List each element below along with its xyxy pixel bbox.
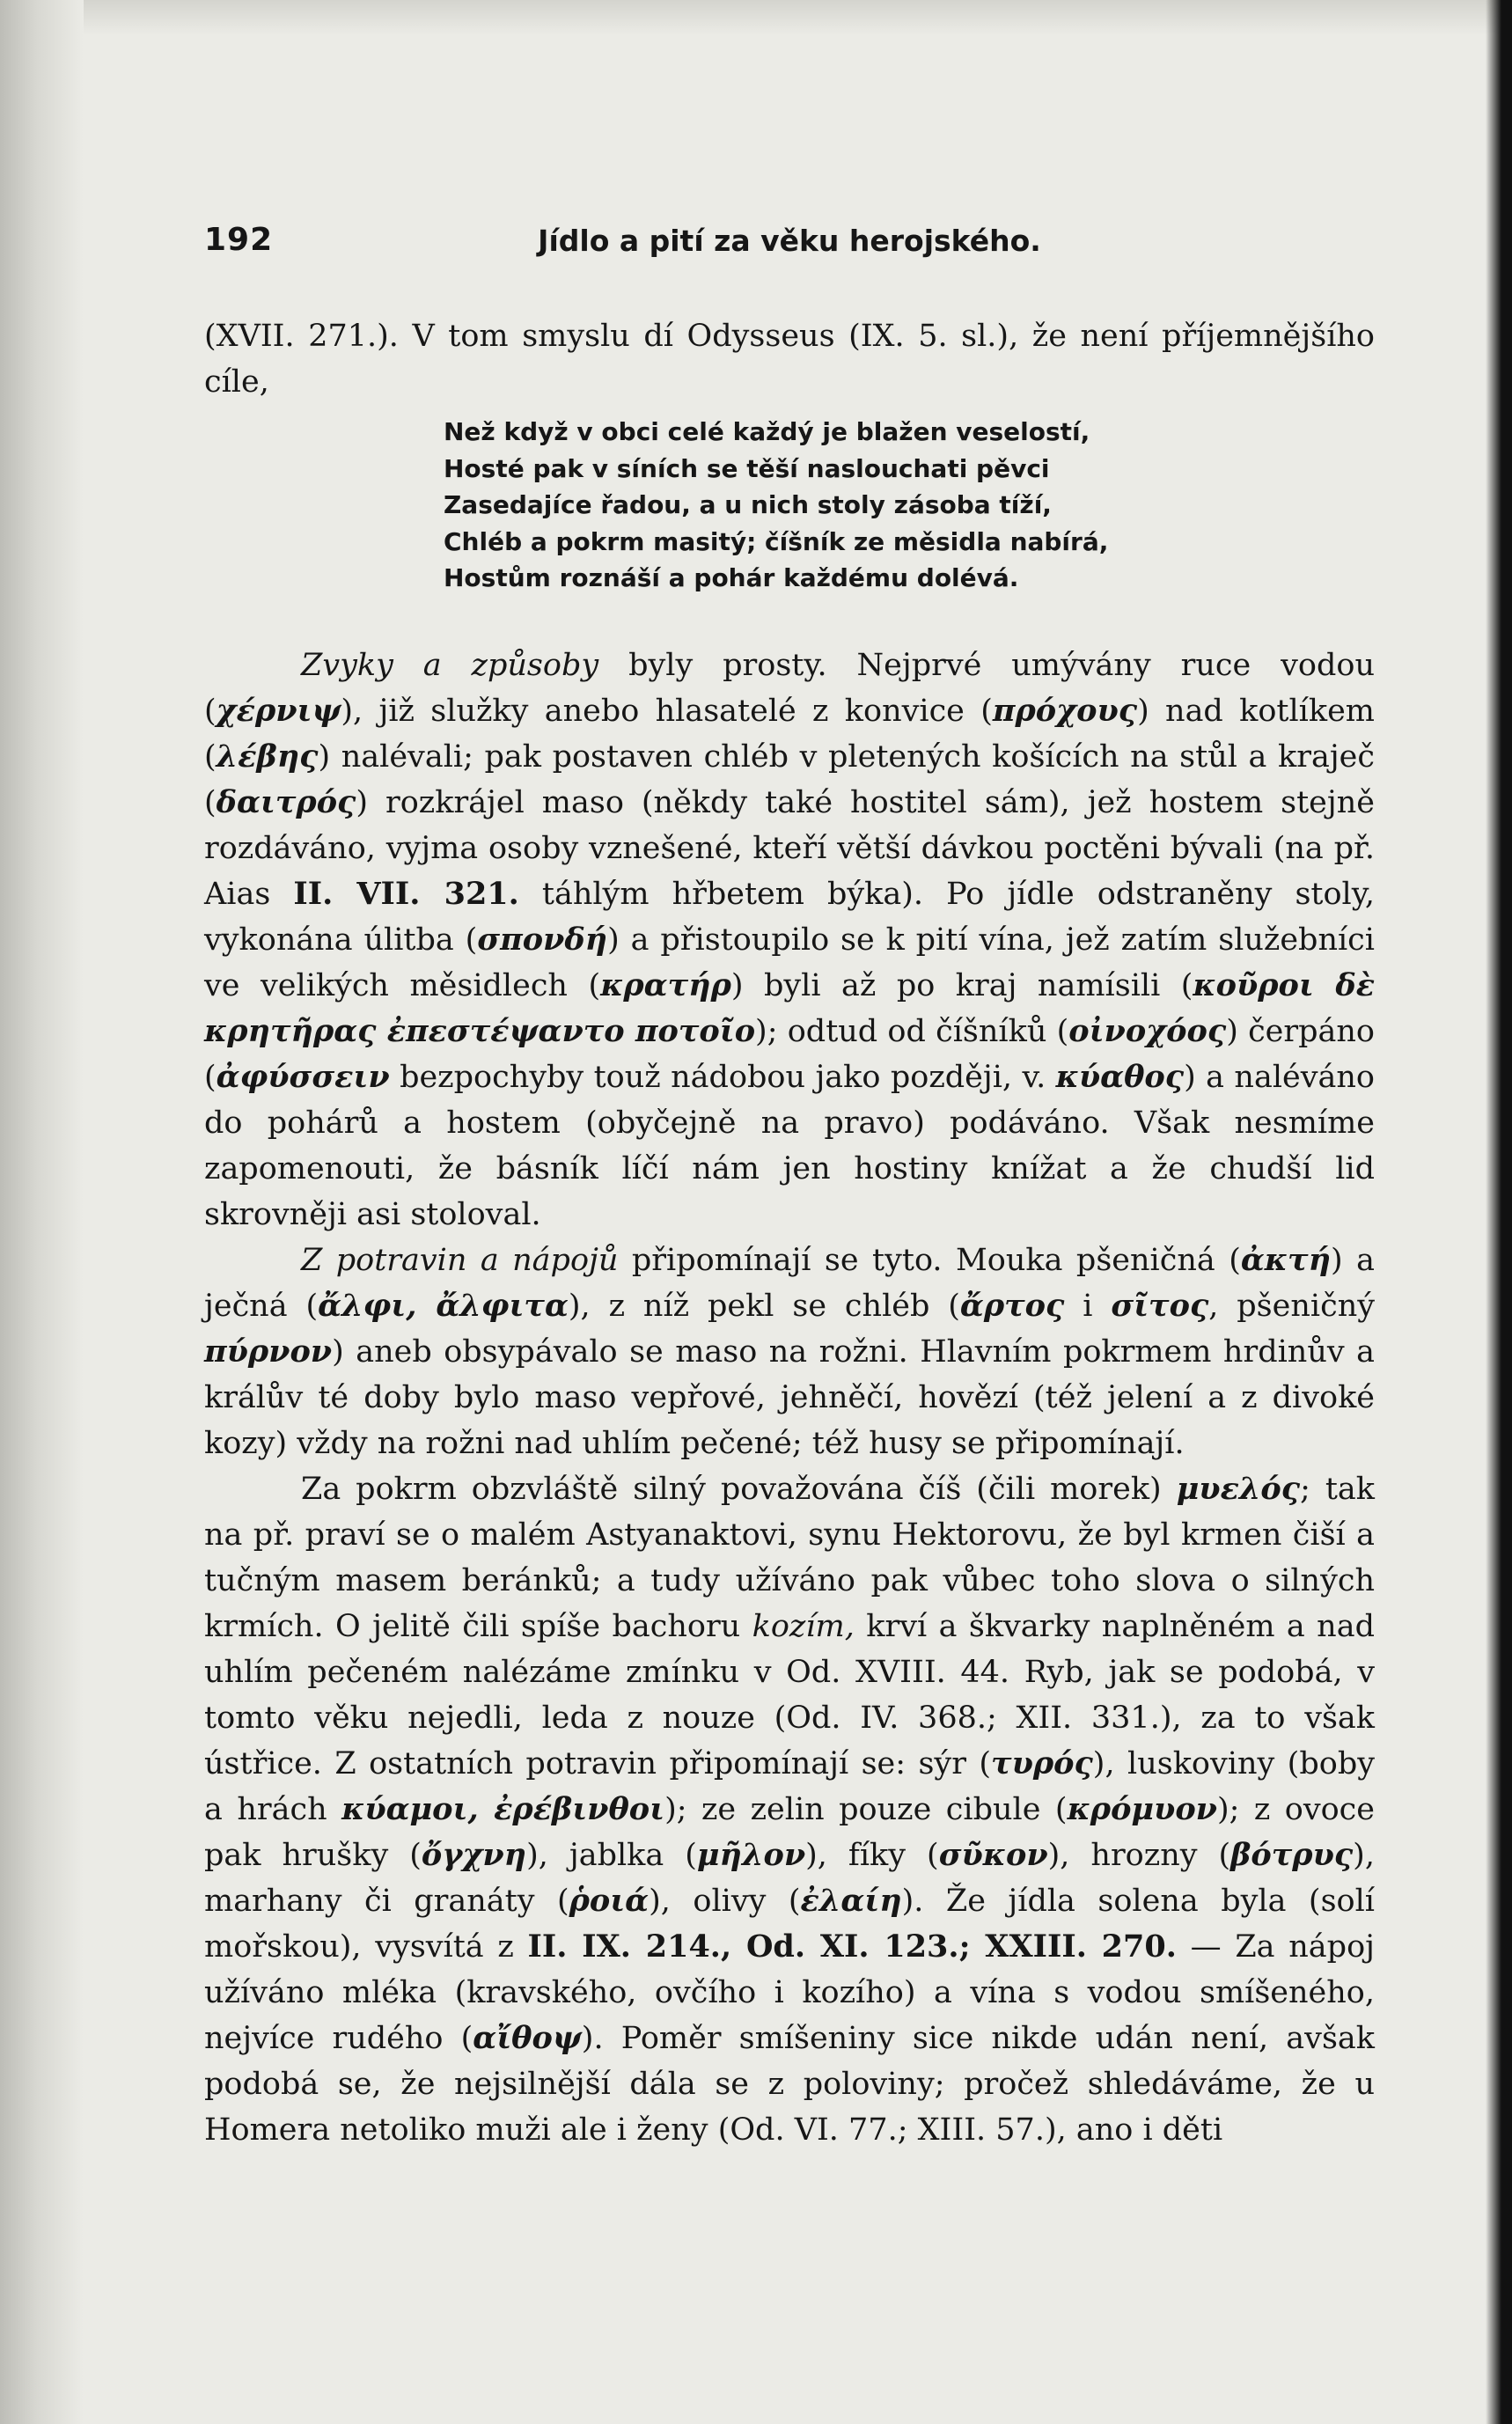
greek-term: κύαθος <box>1055 1059 1185 1095</box>
greek-term: κρόμυον <box>1067 1791 1217 1827</box>
greek-term: πρόχους <box>992 693 1138 729</box>
poem-line: Zasedajíce řadou, a u nich stoly zásoba tíží, <box>444 490 1052 519</box>
greek-term: μυελός <box>1176 1471 1301 1507</box>
scan-shadow-top <box>0 0 1512 35</box>
running-title: Jídlo a pití za věku herojského. <box>538 224 1041 258</box>
poem-line: Hosté pak v síních se těší naslouchati pěvci <box>444 453 1050 483</box>
page-number: 192 <box>204 222 274 258</box>
greek-term: σῖτος <box>1111 1288 1209 1324</box>
greek-term: λέβης <box>216 738 319 775</box>
greek-term: ἀκτή <box>1240 1242 1332 1278</box>
poem-line: Než když v obci celé každý je blažen veselostí, <box>444 417 1090 446</box>
section-heading-foods: Z potravin a nápojů <box>301 1243 619 1278</box>
poem-quote <box>444 414 1332 597</box>
section-heading-customs: Zvyky a způsoby <box>301 648 599 683</box>
citation: II. VII. 321. <box>293 876 519 912</box>
greek-term: ῥοιά <box>569 1883 650 1919</box>
greek-term: ὄγχνη <box>421 1837 527 1873</box>
greek-term: βότρυς <box>1230 1837 1354 1873</box>
greek-term: αἴθοψ <box>473 2020 582 2056</box>
greek-quote: κοῦροι δὲ κρητῆρας ἐπεστέψαντο ποτοῖο <box>204 967 1376 1049</box>
main-text <box>204 643 1375 2153</box>
greek-term: δαιτρός <box>216 784 356 820</box>
greek-term: πύρνον <box>204 1333 333 1370</box>
greek-term: χέρνιψ <box>216 693 341 729</box>
poem-line: Chléb a pokrm masitý; číšník ze měsidla nabírá, <box>444 526 1109 556</box>
paragraph-customs: Zvyky a způsoby byly prosty. Nejprvé umývány ruce vodou (χέρνιψ), již služky anebo hlasatelé z konvice (πρόχους) nad kotlíkem (λέβης) nalévali; pak postaven chléb v pletených košících na stůl a kraječ (δαιτρός) rozkrájel maso (někdy také hostitel sám), jež hostem stejně rozdáváno, vyjma osoby vznešené, kteří větší dávkou poctěni bývali (na př. Aias II. VII. 321. táhlým hřbetem býka). Po jídle odstraněny stoly, vykonána úlitba (σπονδή) a přistoupilo se k pití vína, jež zatím služebníci ve velikých měsidlech (κρατήρ) byli až po kraj namísili (κοῦροι δὲ κρητῆρας ἐπεστέψαντο ποτοῖο); odtud od číšníků (οἰνοχόος) čerpáno (ἀφύσσειν bezpochyby touž nádobou jako později, v. κύαθος) a naléváno do pohárů a hostem (obyčejně na pravo) podáváno. Však nesmíme zapomenouti, že básník líčí nám jen hostiny knížat a že chudší lid skrovněji asi stoloval. <box>204 648 1376 1232</box>
greek-term: σῦκον <box>938 1837 1048 1873</box>
greek-term: κρατήρ <box>600 967 731 1003</box>
emphasized-word: kozím, <box>752 1609 855 1644</box>
greek-term: ἄλφι, ἄλφιτα <box>318 1288 569 1324</box>
page-header <box>204 222 1375 271</box>
paragraph-dishes: Za pokrm obzvláště silný považována číš (čili morek) μυελός; tak na př. praví se o malém Astyanaktovi, synu Hektorovu, že byl krmen čiší a tučným masem beránků; a tudy užíváno pak vůbec toho slova o silných krmích. O jelitě čili spíše bachoru kozím, krví a škvarky naplněném a nad uhlím pečeném nalézáme zmínku v Od. XVIII. 44. Ryb, jak se podobá, v tomto věku nejedli, leda z nouze (Od. IV. 368.; XII. 331.), za to však ústřice. Z ostatních potravin připomínají se: sýr (τυρός), luskoviny (boby a hrách κύαμοι, ἐρέβινθοι); ze zelin pouze cibule (κρόμυον); z ovoce pak hrušky (ὄγχνη), jablka (μῆλον), fíky (σῦκον), hrozny (βότρυς), marhany či granáty (ῥοιά), olivy (ἐλαίη). Že jídla solena byla (solí mořskou), vysvítá z II. IX. 214., Od. XI. 123.; XXIII. 270. — Za nápoj užíváno mléka (kravského, ovčího i kozího) a vína s vodou smíšeného, nejvíce rudého (αἴθοψ). Poměr smíšeniny sice nikde udán není, avšak podobá se, že nejsilnější dála se z poloviny; pročež shledáváme, že u Homera netoliko muži ale i ženy (Od. VI. 77.; XIII. 57.), ano i děti <box>204 1471 1376 2148</box>
greek-term: μῆλον <box>696 1837 806 1873</box>
greek-term: τυρός <box>991 1745 1093 1781</box>
greek-term: ἀφύσσειν <box>216 1059 390 1095</box>
citation: II. IX. 214., Od. XI. 123.; XXIII. 270. <box>527 1928 1177 1965</box>
greek-term: κύαμοι, ἐρέβινθοι <box>341 1791 665 1827</box>
scan-edge-right <box>1486 0 1512 2424</box>
poem-line: Hostům roznáší a pohár každému dolévá. <box>444 563 1019 592</box>
greek-term: οἰνοχόος <box>1068 1013 1227 1049</box>
paragraph-foods: Z potravin a nápojů připomínají se tyto. Mouka pšeničná (ἀκτή) a ječná (ἄλφι, ἄλφιτα), z níž pekl se chléb (ἄρτος i σῖτος, pšeničný πύρνον) aneb obsypávalo se maso na rožni. Hlavním pokrmem hrdinův a králův té doby bylo maso vepřové, jehněčí, hovězí (též jelení a z divoké kozy) vždy na rožni nad uhlím pečené; též husy se připomínají. <box>204 1242 1376 1461</box>
greek-term: σπονδή <box>477 922 608 958</box>
greek-term: ἐλαίη <box>800 1883 902 1919</box>
scan-shadow-left <box>0 0 84 2424</box>
intro-paragraph: (XVII. 271.). V tom smyslu dí Odysseus (IX. 5. sl.), že není příjemnějšího cíle, <box>204 319 1375 400</box>
greek-term: ἄρτος <box>959 1288 1065 1324</box>
